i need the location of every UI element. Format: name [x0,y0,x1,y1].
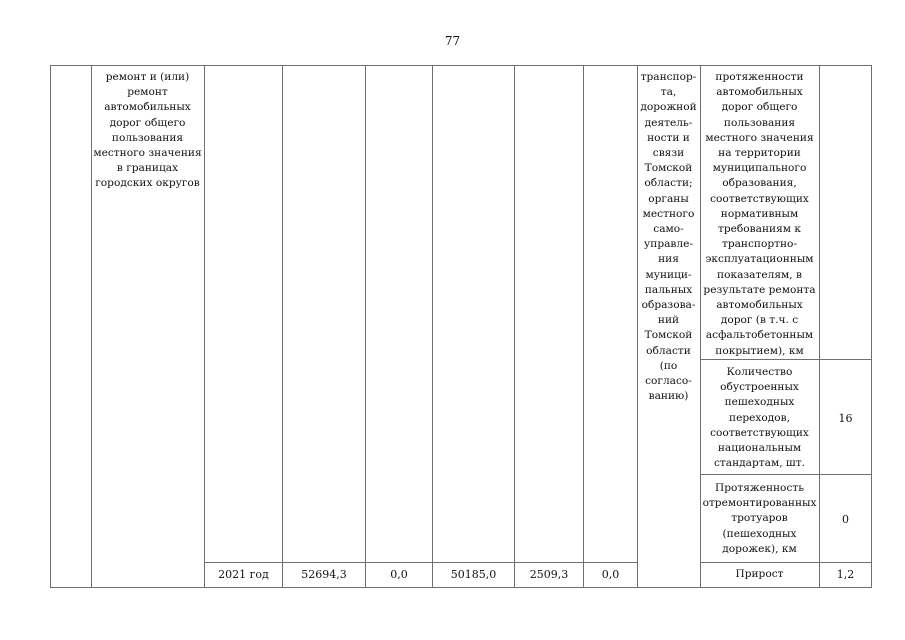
col-border-7 [514,65,515,588]
page-number: 77 [444,34,461,48]
indicator-name-3: Протяженность отремонтированных тротуаров (пешеходных дорожек), км [702,482,817,555]
col-border-3 [204,65,205,588]
executor-text: транспор- та, дорожной деятель- ности и связи Томской области; органы местного само- управле- ния муници- пальных образова- ний Томской области (по согласо- ванию) [640,71,697,403]
indicator-value-3: 0 [842,513,849,526]
indicator-name-1: протяженности автомобильных дорог общего пользования местного значения на территории муниципального образования, соответствующих нормативным требованиям к транспортно- эксплуатационным показателям, в результате ремонта автомобильных дорог (в т.ч. с асфальтобетонным покрытием), км [703,71,816,357]
row-divider-year [204,562,637,563]
regional-cell: 50185,0 [450,568,497,581]
other-cell: 0,0 [601,568,620,581]
indicator-name-2: Количество обустроенных пешеходных переходов, соответствующих национальным стандартам, шт. [710,366,809,470]
event-name-text: ремонт и (или) ремонт автомобильных дорог общего пользования местного значения в границах городских округов [93,71,202,190]
total-cell: 52694,3 [301,568,347,581]
col-border-12 [871,65,872,588]
row-divider-indicator-1 [700,359,872,360]
col-border-4 [282,65,283,588]
col-border-5 [365,65,366,588]
federal-cell: 0,0 [390,568,408,581]
year-cell: 2021 год [218,568,269,581]
local-cell: 2509,3 [529,568,569,581]
indicator-name-4: Прирост [735,568,784,580]
table-bottom-border [50,587,872,588]
indicator-value-4: 1,2 [836,568,855,581]
indicator-value-2: 16 [838,412,853,425]
col-border-8 [583,65,584,588]
col-border-6 [432,65,433,588]
row-divider-indicator-2 [700,474,872,475]
row-divider-indicator-3 [700,562,872,563]
table-top-border [50,65,872,66]
col-border-1 [50,65,51,588]
col-border-11 [819,65,820,588]
